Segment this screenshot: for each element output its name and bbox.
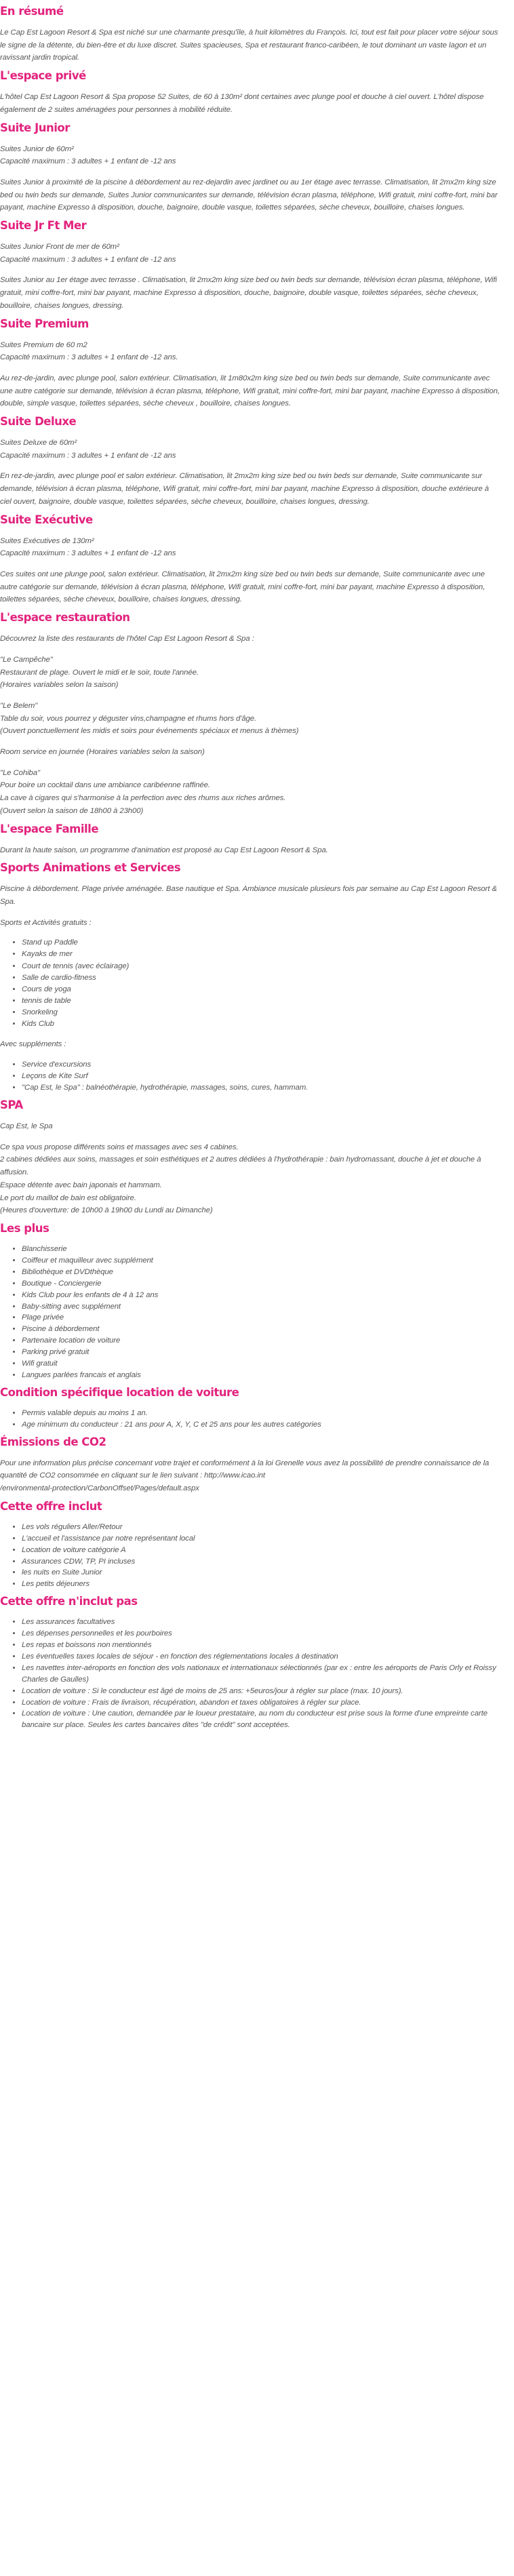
list-item: • Les repas et boissons non mentionnés	[22, 1640, 502, 1651]
paragraph: Suites Junior au 1er étage avec terrasse . Climatisation, lit 2mx2m king size bed ou twin beds sur demande, télévision écran plasma, téléphone, Wifi gratuit, mini coffre-fort, mini bar payant, machine Expresso à disposition, douche, baignoire, double vasque, toilettes séparées, sèche cheveux, bouilloire, chaises longues, dressing.	[0, 276, 497, 310]
section-l-espace-prive	[0, 64, 502, 116]
list-item: • Location de voiture catégorie A	[22, 1545, 502, 1556]
paragraph: "Le Belem" Table du soir, vous pourrez y déguster vins,champagne et rhums hors d'âge. (Ouvert ponctuellement les midis et soirs pour événements spéciaux et menus à thèmes)	[0, 701, 299, 736]
paragraph: Sports et Activités gratuits :	[0, 918, 92, 927]
paragraph: Cap Est, le Spa	[0, 1122, 53, 1131]
section-body	[0, 1120, 502, 1217]
section-les-plus	[0, 1217, 502, 1381]
list-item: • Langues parlées francais et anglais	[22, 1370, 502, 1381]
section-body	[0, 26, 502, 64]
section-body	[0, 844, 502, 857]
list-item: • Leçons de Kite Surf	[22, 1071, 502, 1082]
paragraph: Suites Exécutives de 130m² Capacité maximum : 3 adultes + 1 enfant de -12 ans	[0, 536, 176, 558]
list-item: • Kayaks de mer	[22, 949, 502, 960]
bullet-list	[0, 1617, 502, 1731]
paragraph: Ce spa vous propose différents soins et massages avec ses 4 cabines. 2 cabines dédiées aux soins, massages et soin esthétiques et 2 autres dédiées à l'hydrothérapie : bain hydromassant, douche à jet et douche à affusion. Espace détente avec bain japonais et hammam. Le port du maillot de bain est obligatoire. (Heures d'ouverture: de 10h00 à 19h00 du Lundi au Dimanche)	[0, 1143, 481, 1215]
paragraph: "Le Cohiba" Pour boire un cocktail dans une ambiance caribéenne raffinée. La cave à cigares qui s'harmonise à la perfection avec des rhums aux riches arômes. (Ouvert selon la saison de 18h00 à 23h00)	[0, 768, 286, 815]
paragraph: Ces suites ont une plunge pool, salon extérieur. Climatisation, lit 2mx2m king size bed ou twin beds sur demande, Suite communicante avec une autre catégorie sur demande, télévision à écran plasma, téléphone, Wifi gratuit, mini coffre-fort, mini bar payant, machine Expresso à disposition, toilettes séparées, sèche cheveux, bouilloire, chaises longues, dressing.	[0, 570, 486, 604]
list-item: • Salle de cardio-fitness	[22, 972, 502, 984]
paragraph: Le Cap Est Lagoon Resort & Spa est niché sur une charmante presqu'île, à huit kilomètres du François. Ici, tout est fait pour placer votre séjour sous le signe de la détente, du bien-être et du luxe discret. Suites spacieuses, Spa et restaurant franco-caribéen, le tout dominant un vaste lagon et un ravissant jardin tropical.	[0, 28, 498, 62]
list-item: • Les petits déjeuners	[22, 1579, 502, 1590]
bullet-list	[0, 1408, 502, 1431]
bullet-list	[0, 1059, 502, 1094]
list-item: • Location de voiture : Frais de livraison, récupération, abandon et taxes obligatoires à régler sur place.	[22, 1697, 502, 1709]
list-item: • Les vols réguliers Aller/Retour	[22, 1522, 502, 1533]
section-body	[0, 883, 502, 929]
section-heading: L'espace restauration	[0, 611, 130, 625]
list-item: • tennis de table	[22, 995, 502, 1007]
paragraph: Avec suppléments :	[0, 1040, 66, 1049]
paragraph: Suites Junior Front de mer de 60m² Capacité maximum : 3 adultes + 1 enfant de -12 ans	[0, 243, 176, 264]
list-item: • Age minimum du conducteur : 21 ans pour A, X, Y, C et 25 ans pour les autres catégories	[22, 1419, 502, 1431]
paragraph: En rez-de-jardin, avec plunge pool et salon extérieur. Climatisation, lit 2mx2m king size bed ou twin beds sur demande, Suite communicante sur demande, télévision à écran plasma, téléphone, Wifi gratuit, mini coffre-fort, mini bar payant, machine Expresso à disposition, douche extérieure à ciel ouvert, baignoire, double vasque, toilettes séparées, sèche cheveux, bouilloire, chaises longues, dressing.	[0, 472, 489, 506]
section-cette-offre-n-inclut-pas	[0, 1590, 502, 1731]
section-heading: Condition spécifique location de voiture	[0, 1385, 239, 1399]
paragraph: Découvrez la liste des restaurants de l'hôtel Cap Est Lagoon Resort & Spa :	[0, 635, 254, 643]
list-item: • Kids Club	[22, 1018, 502, 1030]
section-body	[0, 91, 502, 116]
section-body	[0, 1457, 502, 1495]
section-heading: Sports Animations et Services	[0, 861, 181, 875]
list-item: • L'accueil et l'assistance par notre représentant local	[22, 1533, 502, 1545]
section-heading: Suite Junior	[0, 121, 70, 134]
paragraph: Room service en journée (Horaires variables selon la saison)	[0, 748, 205, 757]
section-sports-animations-et-services	[0, 856, 502, 1094]
section-heading: L'espace Famille	[0, 822, 99, 835]
paragraph: "Le Campêche" Restaurant de plage. Ouvert le midi et le soir, toute l'année. (Horaires variables selon la saison)	[0, 655, 199, 690]
list-item: • Partenaire location de voiture	[22, 1335, 502, 1347]
section-condition-specifique-location-de-voiture	[0, 1381, 502, 1431]
list-item: • Blanchisserie	[22, 1244, 502, 1255]
paragraph: Durant la haute saison, un programme d'animation est proposé au Cap Est Lagoon Resort & Spa.	[0, 846, 328, 854]
section-cette-offre-inclut	[0, 1495, 502, 1590]
section-heading: Suite Premium	[0, 317, 89, 330]
paragraph: Suites Premium de 60 m2 Capacité maximum : 3 adultes + 1 enfant de -12 ans.	[0, 340, 178, 362]
list-item: • Baby-sitting avec supplément	[22, 1301, 502, 1313]
section-heading: Suite Jr Ft Mer	[0, 219, 87, 233]
bullet-list	[0, 1522, 502, 1590]
section-heading: Cette offre inclut	[0, 1499, 102, 1513]
section-suite-deluxe	[0, 410, 502, 509]
section-body	[0, 143, 502, 215]
section-l-espace-famille	[0, 818, 502, 857]
list-item: • Location de voiture : Si le conducteur est âgé de moins de 25 ans: +5euros/jour à régler sur place (max. 10 jours).	[22, 1686, 502, 1697]
bullet-list	[0, 937, 502, 1030]
section-emissions-de-co2	[0, 1431, 502, 1495]
section-body	[0, 633, 502, 817]
section-spa	[0, 1094, 502, 1217]
section-body	[0, 241, 502, 313]
section-heading: Les plus	[0, 1222, 50, 1235]
list-item: • Les dépenses personnelles et les pourboires	[22, 1628, 502, 1640]
paragraph: Pour une information plus précise concernant votre trajet et conformément à la loi Grenelle vous avez la possibilité de prendre connaissance de la quantité de CO2 consommée en cliquant sur le lien suivant : http://www.icao.int /environmental-protection/CarbonOffset/Pages/default.aspx	[0, 1459, 490, 1493]
paragraph: Suites Junior de 60m² Capacité maximum : 3 adultes + 1 enfant de -12 ans	[0, 144, 176, 166]
list-item: • Kids Club pour les enfants de 4 à 12 ans	[22, 1290, 502, 1301]
section-body	[0, 437, 502, 509]
list-item: • Cours de yoga	[22, 984, 502, 995]
section-heading: SPA	[0, 1098, 23, 1112]
section-heading: En résumé	[0, 5, 64, 18]
list-item: • "Cap Est, le Spa" : balnéothérapie, hydrothérapie, massages, soins, cures, hammam.	[22, 1082, 502, 1094]
list-item: • Les éventuelles taxes locales de séjour - en fonction des réglementations locales à destination	[22, 1651, 502, 1663]
paragraph: L'hôtel Cap Est Lagoon Resort & Spa propose 52 Suites, de 60 à 130m² dont certaines avec plunge pool et douche à ciel ouvert. L'hôtel dispose également de 2 suites aménagées pour personnes à mobilité réduite.	[0, 93, 484, 114]
section-suite-executive	[0, 509, 502, 607]
list-item: • Location de voiture : Une caution, demandée par le loueur prestataire, au nom du conducteur est prise sous la forme d'une empreinte carte bancaire sur place. Seules les cartes bancaires dites "de crédit" sont acceptées.	[22, 1708, 502, 1731]
list-item: • Snorkeling	[22, 1007, 502, 1018]
list-item: • Stand up Paddle	[22, 937, 502, 949]
list-item: • les nuits en Suite Junior	[22, 1567, 502, 1579]
bullet-list	[0, 1244, 502, 1381]
list-item: • Permis valable depuis au moins 1 an.	[22, 1408, 502, 1419]
section-heading: Suite Deluxe	[0, 415, 77, 429]
section-body	[0, 535, 502, 607]
section-heading: Cette offre n'inclut pas	[0, 1595, 138, 1608]
paragraph: Au rez-de-jardin, avec plunge pool, salon extérieur. Climatisation, lit 1m80x2m king size bed ou twin beds sur demande, Suite communicante avec une autre catégorie sur demande, télévision à écran plasma, téléphone, Wifi gratuit, mini coffre-fort, mini bar payant, machine Expresso à disposition, double, simple vasque, toilettes séparées, sèche cheveux , bouilloire, chaises longues.	[0, 374, 500, 408]
list-item: • Les navettes inter-aéroports en fonction des vols nationaux et internationaux sélectionnés (par ex : entre les aéroports de Paris Orly et Roissy Charles de Gaulles)	[22, 1663, 502, 1686]
paragraph: Suites Junior à proximité de la piscine à débordement au rez-dejardin avec jardinet ou au 1er étage avec terrasse. Climatisation, lit 2mx2m king size bed ou twin beds sur demande, Suites Junior communicantes sur demande, télévision écran plasma, téléphone, Wifi gratuit, mini coffre-fort, mini bar payant, machine Expresso à disposition, douche, baignoire, double vasque, toilettes séparées, sèche cheveux, bouilloire, chaises longues.	[0, 178, 498, 212]
list-item: • Bibliothèque et DVDthèque	[22, 1267, 502, 1278]
list-item: • Wifi gratuit	[22, 1358, 502, 1370]
section-heading: Suite Exécutive	[0, 513, 93, 526]
section-heading: L'espace privé	[0, 69, 86, 83]
section-body	[0, 339, 502, 411]
list-item: • Parking privé gratuit	[22, 1347, 502, 1358]
section-heading: Émissions de CO2	[0, 1435, 106, 1448]
list-item: • Piscine à débordement	[22, 1324, 502, 1335]
list-item: • Les assurances facultatives	[22, 1617, 502, 1628]
list-item: • Coiffeur et maquilleur avec supplément	[22, 1255, 502, 1267]
section-en-resume	[0, 0, 502, 64]
paragraph: Piscine à débordement. Plage privée aménagée. Base nautique et Spa. Ambiance musicale plusieurs fois par semaine au Cap Est Lagoon Resort & Spa.	[0, 885, 497, 906]
list-item: • Court de tennis (avec éclairage)	[22, 961, 502, 972]
list-item: • Plage privée	[22, 1312, 502, 1324]
section-suite-premium	[0, 313, 502, 411]
section-l-espace-restauration	[0, 606, 502, 817]
section-suite-jr-ft-mer	[0, 214, 502, 313]
section-suite-junior	[0, 117, 502, 215]
paragraph: Suites Deluxe de 60m² Capacité maximum : 3 adultes + 1 enfant de -12 ans	[0, 439, 176, 460]
list-item: • Assurances CDW, TP, PI incluses	[22, 1556, 502, 1568]
list-item: • Service d'excursions	[22, 1059, 502, 1071]
list-item: • Boutique - Conciergerie	[22, 1278, 502, 1290]
